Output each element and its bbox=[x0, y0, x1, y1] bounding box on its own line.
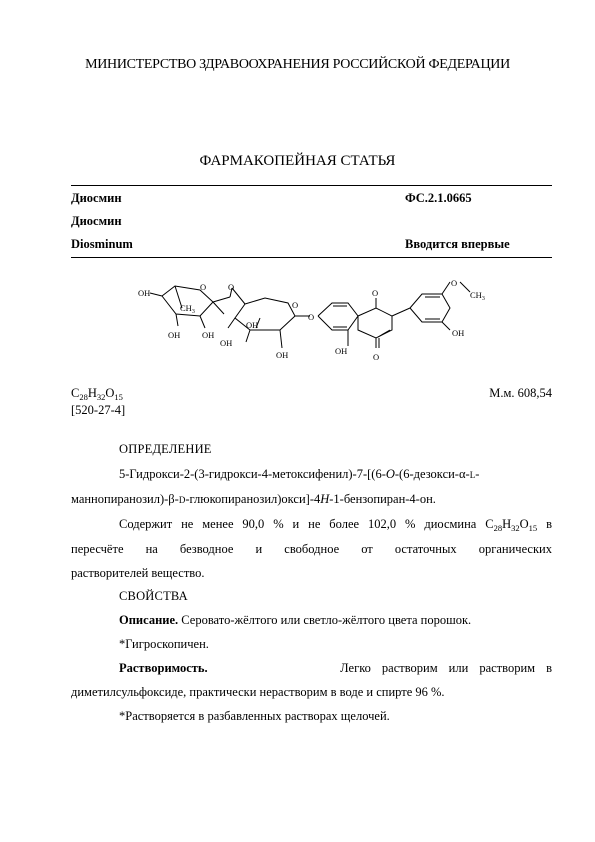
properties-heading: СВОЙСТВА bbox=[119, 589, 188, 603]
label-oh-5: OH bbox=[220, 338, 233, 348]
label-o-glc: O bbox=[292, 300, 299, 310]
label-o-ether: O bbox=[308, 312, 315, 322]
molecular-weight: М.м. 608,54 bbox=[489, 386, 552, 400]
label-oh-3: OH bbox=[202, 330, 215, 340]
label-ch3-left: $CH_3$ bbox=[180, 303, 195, 315]
chemical-name-line-1: 5-Гидрокси-2-(3-гидрокси-4-метоксифенил)-7-[(6-O-(6-дезокси-α-L- bbox=[119, 467, 480, 481]
label-ch3-right: $CH_3$ bbox=[470, 290, 485, 302]
content-line-3: растворителей вещество. bbox=[71, 566, 205, 580]
cas-number: [520-27-4] bbox=[71, 403, 126, 417]
label-oh-1: OH bbox=[138, 288, 151, 298]
solubility-line-2: диметилсульфоксиде, практически нерастворим в воде и спирте 96 %. bbox=[71, 685, 445, 699]
solubility-line-1: Растворимость. Легко растворим или растворим в bbox=[119, 661, 552, 675]
label-oh-4: OH bbox=[246, 320, 259, 330]
ministry-title: МИНИСТЕРСТВО ЗДРАВООХРАНЕНИЯ РОССИЙСКОЙ ФЕДЕРАЦИИ bbox=[85, 57, 510, 72]
introduction-status: Вводится впервые bbox=[405, 237, 510, 251]
name-latin: Diosminum bbox=[71, 237, 133, 251]
label-o-methoxy: O bbox=[451, 278, 458, 288]
divider-bottom bbox=[71, 257, 552, 258]
name-ru-2: Диосмин bbox=[71, 214, 122, 228]
hygroscopic-note: *Гигроскопичен. bbox=[119, 637, 209, 651]
label-oh-8: OH bbox=[452, 328, 465, 338]
label-o-rha: O bbox=[200, 282, 207, 292]
label-oh-7: OH bbox=[335, 346, 348, 356]
name-ru: Диосмин bbox=[71, 191, 122, 205]
definition-heading: ОПРЕДЕЛЕНИЕ bbox=[119, 442, 212, 456]
alkali-solubility-note: *Растворяется в разбавленных растворах щелочей. bbox=[119, 709, 390, 723]
article-type-title: ФАРМАКОПЕЙНАЯ СТАТЬЯ bbox=[199, 153, 396, 169]
label-oh-2: OH bbox=[168, 330, 181, 340]
divider-top bbox=[71, 185, 552, 186]
molecular-formula: $C_{28}H_{32}O_{15}$ bbox=[71, 386, 123, 402]
structural-formula bbox=[120, 268, 520, 378]
label-o-link: O bbox=[228, 282, 235, 292]
label-o-keto: O bbox=[373, 352, 380, 362]
chemical-name-line-2: маннопиранозил)-β-D-глюкопиранозил)окси]-4H-1-бензопиран-4-он. bbox=[71, 492, 436, 506]
description-line: Описание. Серовато-жёлтого или светло-жёлтого цвета порошок. bbox=[119, 613, 472, 627]
content-line-1: Содержит не менее 90,0 % и не более 102,0 % диосмина $C_{28}H_{32}O_{15}$ в bbox=[119, 517, 552, 533]
label-o-ring: O bbox=[372, 288, 379, 298]
monograph-code: ФС.2.1.0665 bbox=[405, 191, 472, 205]
label-oh-6: OH bbox=[276, 350, 289, 360]
content-line-2: пересчёте на безводное и свободное от остаточных органических bbox=[71, 542, 552, 556]
